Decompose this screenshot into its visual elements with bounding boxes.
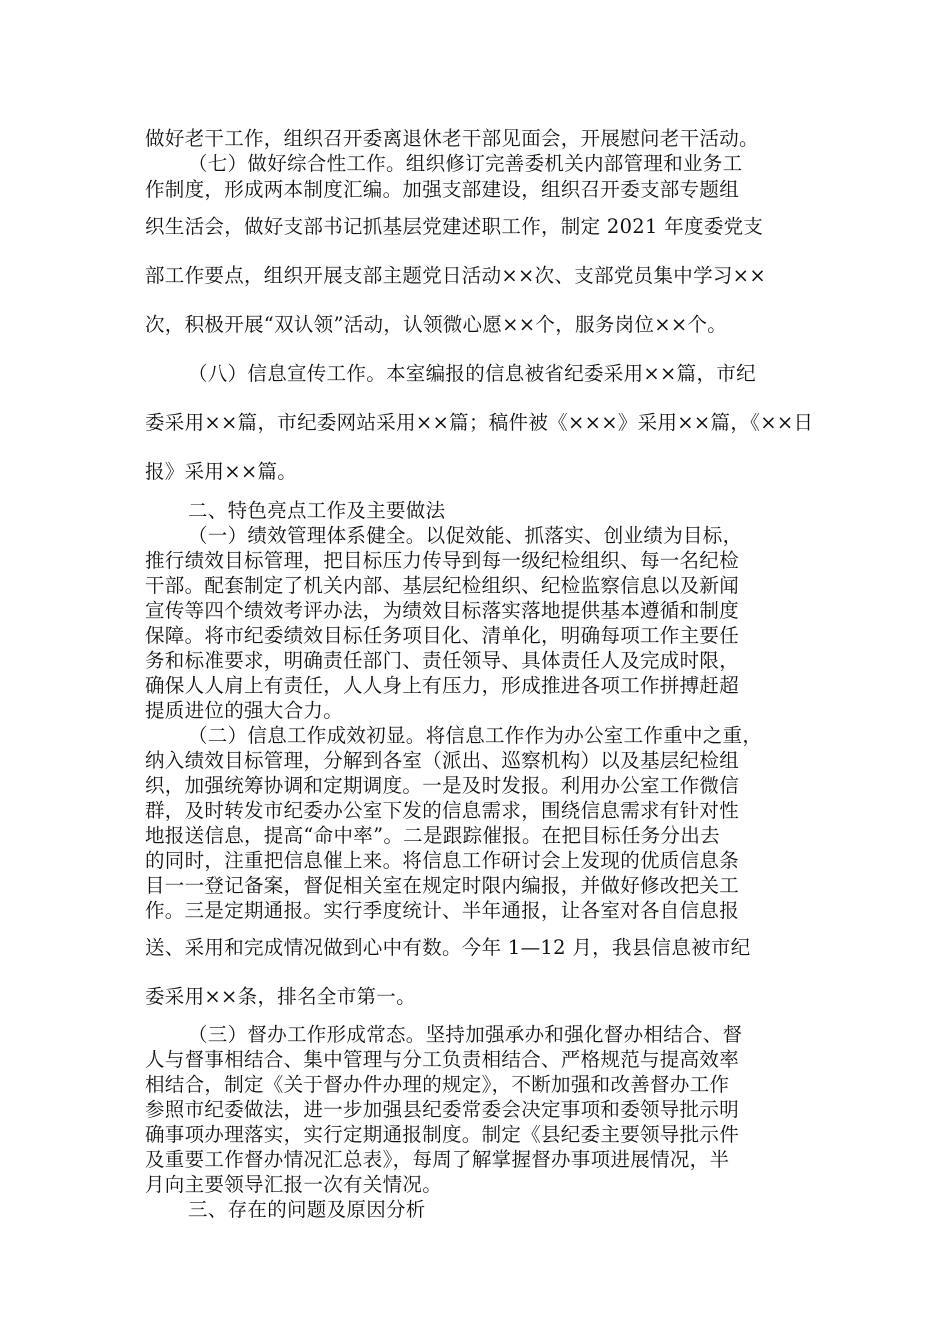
paragraph-line: 相结合，制定《关于督办件办理的规定》，不断加强和改善督办工作 [145,1073,730,1096]
paragraph-line: 保障。将市纪委绩效目标任务项目化、清单化，明确每项工作主要任 [145,624,740,647]
paragraph-line: 务和标准要求，明确责任部门、责任领导、具体责任人及完成时限， [145,649,740,672]
paragraph-line: （二）信息工作成效初显。将信息工作作为办公室工作重中之重， [188,724,763,747]
paragraph-line: 织，加强统筹协调和定期调度。一是及时发报。利用办公室工作微信 [145,774,740,797]
paragraph-line: 提质进位的强大合力。 [145,699,344,722]
paragraph-line: 确保人人肩上有责任，人人身上有压力，形成推进各项工作拼搏赶超 [145,674,740,697]
section-heading: 二、特色亮点工作及主要做法 [188,499,446,522]
paragraph-line: 地报送信息，提高“命中率”。二是跟踪催报。在把目标任务分出去 [145,824,720,847]
paragraph-line: 推行绩效目标管理，把目标压力传导到每一级纪检组织、每一名纪检 [145,549,740,572]
paragraph-line: 委采用××篇，市纪委网站采用××篇；稿件被《×××》采用××篇，《××日 [145,411,814,434]
paragraph-line: 及重要工作督办情况汇总表》，每周了解掌握督办事项进展情况，半 [145,1148,730,1171]
paragraph-line: 目一一登记备案，督促相关室在规定时限内编报，并做好修改把关工 [145,874,740,897]
paragraph-line: 干部。配套制定了机关内部、基层纪检组织、纪检监察信息以及新闻 [145,574,740,597]
paragraph-line: （一）绩效管理体系健全。以促效能、抓落实、创业绩为目标， [188,524,743,547]
paragraph-line: 次，积极开展“双认领”活动，认领微心愿××个，服务岗位××个。 [145,313,728,336]
paragraph-line: 部工作要点，组织开展支部主题党日活动××次、支部党员集中学习×× [145,264,766,287]
paragraph-line: 的同时，注重把信息催上来。将信息工作研讨会上发现的优质信息条 [145,849,740,872]
paragraph-line: 纳入绩效目标管理，分解到各室（派出、巡察机构）以及基层纪检组 [145,749,740,772]
paragraph-line: 织生活会，做好支部书记抓基层党建述职工作，制定 2021 年度委党支 [145,215,764,238]
paragraph-line: 做好老干工作，组织召开委离退休老干部见面会，开展慰问老干活动。 [145,127,759,150]
paragraph-line: 作制度，形成两本制度汇编。加强支部建设，组织召开委支部专题组 [145,178,740,201]
paragraph-line: 送、采用和完成情况做到心中有数。今年 1—12 月，我县信息被市纪 [145,936,751,959]
paragraph-line: （七）做好综合性工作。组织修订完善委机关内部管理和业务工 [188,152,743,175]
paragraph-line: （三）督办工作形成常态。坚持加强承办和强化督办相结合、督 [188,1023,743,1046]
paragraph-line: 参照市纪委做法，进一步加强县纪委常委会决定事项和委领导批示明 [145,1098,740,1121]
paragraph-line: 作。三是定期通报。实行季度统计、半年通报，让各室对各自信息报 [145,899,740,922]
paragraph-line: 月向主要领导汇报一次有关情况。 [145,1173,443,1196]
paragraph-line: 确事项办理落实，实行定期通报制度。制定《县纪委主要领导批示件 [145,1123,740,1146]
paragraph-line: （八）信息宣传工作。本室编报的信息被省纪委采用××篇，市纪 [188,362,756,385]
section-heading: 三、存在的问题及原因分析 [188,1198,426,1221]
paragraph-line: 人与督事相结合、集中管理与分工负责相结合、严格规范与提高效率 [145,1048,740,1071]
paragraph-line: 宣传等四个绩效考评办法，为绩效目标落实落地提供基本遵循和制度 [145,599,740,622]
paragraph-line: 委采用××条，排名全市第一。 [145,985,416,1008]
paragraph-line: 报》采用××篇。 [145,460,298,483]
paragraph-line: 群，及时转发市纪委办公室下发的信息需求，围绕信息需求有针对性 [145,799,740,822]
